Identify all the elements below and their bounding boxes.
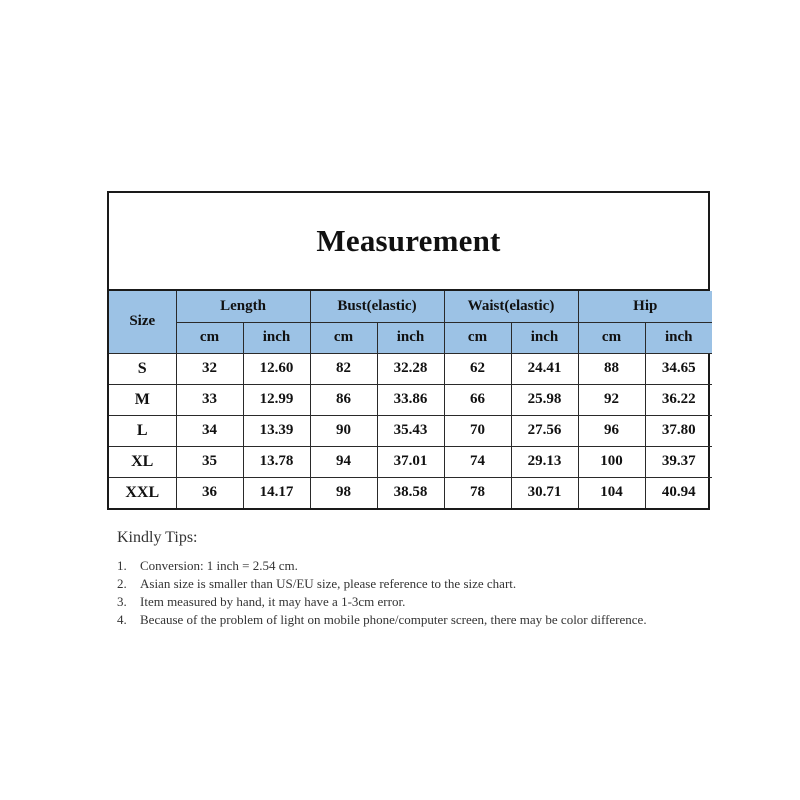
unit-header-row [109, 322, 712, 353]
size-cell: M [109, 384, 176, 415]
group-header-row [109, 291, 712, 322]
table-cell: 13.78 [243, 446, 310, 477]
tip-text: Conversion: 1 inch = 2.54 cm. [140, 558, 298, 573]
table-cell: 96 [578, 415, 645, 446]
table-cell: 36.22 [645, 384, 712, 415]
table-cell: 98 [310, 477, 377, 508]
size-cell: XL [109, 446, 176, 477]
tip-item [117, 593, 677, 611]
table-cell: 62 [444, 353, 511, 384]
tip-item [117, 575, 677, 593]
waist-header: Waist(elastic) [444, 291, 578, 322]
table-cell: 30.71 [511, 477, 578, 508]
table-cell: 82 [310, 353, 377, 384]
unit-header: cm [444, 322, 511, 353]
size-table [109, 291, 712, 508]
table-cell: 35 [176, 446, 243, 477]
table-row [109, 353, 712, 384]
table-cell: 33.86 [377, 384, 444, 415]
table-cell: 37.80 [645, 415, 712, 446]
unit-header: inch [645, 322, 712, 353]
unit-header: inch [243, 322, 310, 353]
tip-number: 1. [117, 558, 127, 573]
table-cell: 35.43 [377, 415, 444, 446]
tip-number: 2. [117, 576, 127, 591]
table-cell: 27.56 [511, 415, 578, 446]
table-cell: 88 [578, 353, 645, 384]
table-cell: 25.98 [511, 384, 578, 415]
tip-number: 3. [117, 594, 127, 609]
size-cell: S [109, 353, 176, 384]
table-cell: 66 [444, 384, 511, 415]
size-chart [107, 191, 710, 510]
table-row [109, 415, 712, 446]
table-cell: 34.65 [645, 353, 712, 384]
table-cell: 70 [444, 415, 511, 446]
hip-header: Hip [578, 291, 712, 322]
tips-list [117, 557, 677, 629]
table-cell: 36 [176, 477, 243, 508]
table-cell: 14.17 [243, 477, 310, 508]
unit-header: inch [511, 322, 578, 353]
table-cell: 29.13 [511, 446, 578, 477]
table-cell: 94 [310, 446, 377, 477]
table-cell: 104 [578, 477, 645, 508]
table-row [109, 384, 712, 415]
table-row [109, 477, 712, 508]
unit-header: cm [310, 322, 377, 353]
tip-text: Asian size is smaller than US/EU size, please reference to the size chart. [140, 576, 517, 591]
table-cell: 37.01 [377, 446, 444, 477]
table-cell: 92 [578, 384, 645, 415]
tip-item [117, 611, 677, 629]
table-cell: 24.41 [511, 353, 578, 384]
bust-header: Bust(elastic) [310, 291, 444, 322]
table-cell: 32.28 [377, 353, 444, 384]
title-band [109, 193, 708, 291]
tip-text: Item measured by hand, it may have a 1-3cm error. [140, 594, 406, 609]
chart-title: Measurement [316, 223, 501, 258]
unit-header: inch [377, 322, 444, 353]
table-cell: 90 [310, 415, 377, 446]
unit-header: cm [176, 322, 243, 353]
tip-item [117, 557, 677, 575]
size-header: Size [109, 291, 176, 353]
size-cell: L [109, 415, 176, 446]
table-cell: 38.58 [377, 477, 444, 508]
table-cell: 12.60 [243, 353, 310, 384]
table-cell: 39.37 [645, 446, 712, 477]
size-cell: XXL [109, 477, 176, 508]
table-cell: 78 [444, 477, 511, 508]
length-header: Length [176, 291, 310, 322]
tips-heading: Kindly Tips: [117, 529, 198, 546]
tip-text: Because of the problem of light on mobile phone/computer screen, there may be color difference. [140, 612, 647, 627]
table-cell: 40.94 [645, 477, 712, 508]
table-cell: 13.39 [243, 415, 310, 446]
table-cell: 33 [176, 384, 243, 415]
table-cell: 74 [444, 446, 511, 477]
table-cell: 100 [578, 446, 645, 477]
kindly-tips [117, 529, 677, 629]
table-cell: 12.99 [243, 384, 310, 415]
table-cell: 32 [176, 353, 243, 384]
table-cell: 86 [310, 384, 377, 415]
table-cell: 34 [176, 415, 243, 446]
table-row [109, 446, 712, 477]
unit-header: cm [578, 322, 645, 353]
tip-number: 4. [117, 612, 127, 627]
